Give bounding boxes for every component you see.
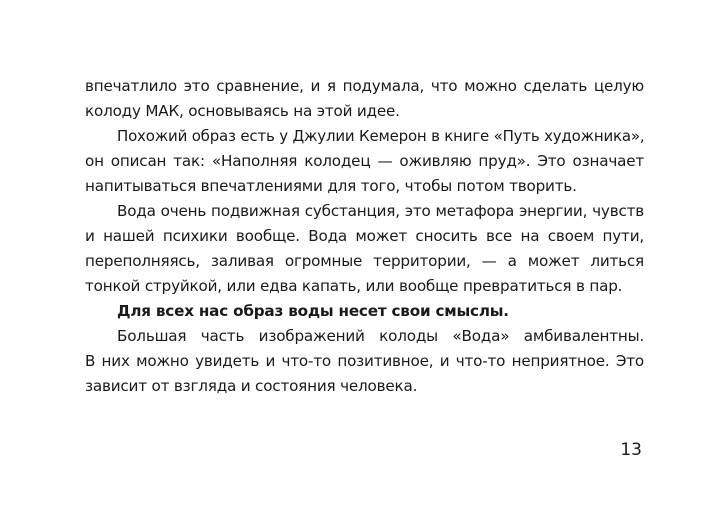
text-line: колоду МАК, основываясь на этой идее. — [85, 102, 400, 120]
page-number: 13 — [620, 440, 642, 460]
document-page — [85, 74, 644, 399]
text-line: он описан так: «Наполняя колодец — оживляю пруд». Это означает — [85, 152, 644, 170]
paragraph-start-line: Похожий образ есть у Джулии Кемерон в книге «Путь художника», — [117, 127, 645, 145]
text-line: напитываться впечатлениями для того, чтобы потом творить. — [85, 177, 577, 195]
paragraph-start-line: Вода очень подвижная субстанция, это метафора энергии, чувств — [117, 202, 644, 220]
text-line: тонкой струйкой, или едва капать, или вообще превратиться в пар. — [85, 277, 623, 295]
bold-statement-line: Для всех нас образ воды несет свои смыслы. — [117, 302, 509, 320]
text-line: В них можно увидеть и что-то позитивное, и что-то неприятное. Это — [85, 352, 644, 370]
paragraph-start-line: Большая часть изображений колоды «Вода» амбивалентны. — [117, 327, 644, 345]
text-line: и нашей психики вообще. Вода может сносить все на своем пути, — [85, 227, 644, 245]
text-line: переполняясь, заливая огромные территории, — а может литься — [85, 252, 644, 270]
text-line: впечатлило это сравнение, и я подумала, что можно сделать целую — [85, 77, 644, 95]
text-line: зависит от взгляда и состояния человека. — [85, 377, 418, 395]
